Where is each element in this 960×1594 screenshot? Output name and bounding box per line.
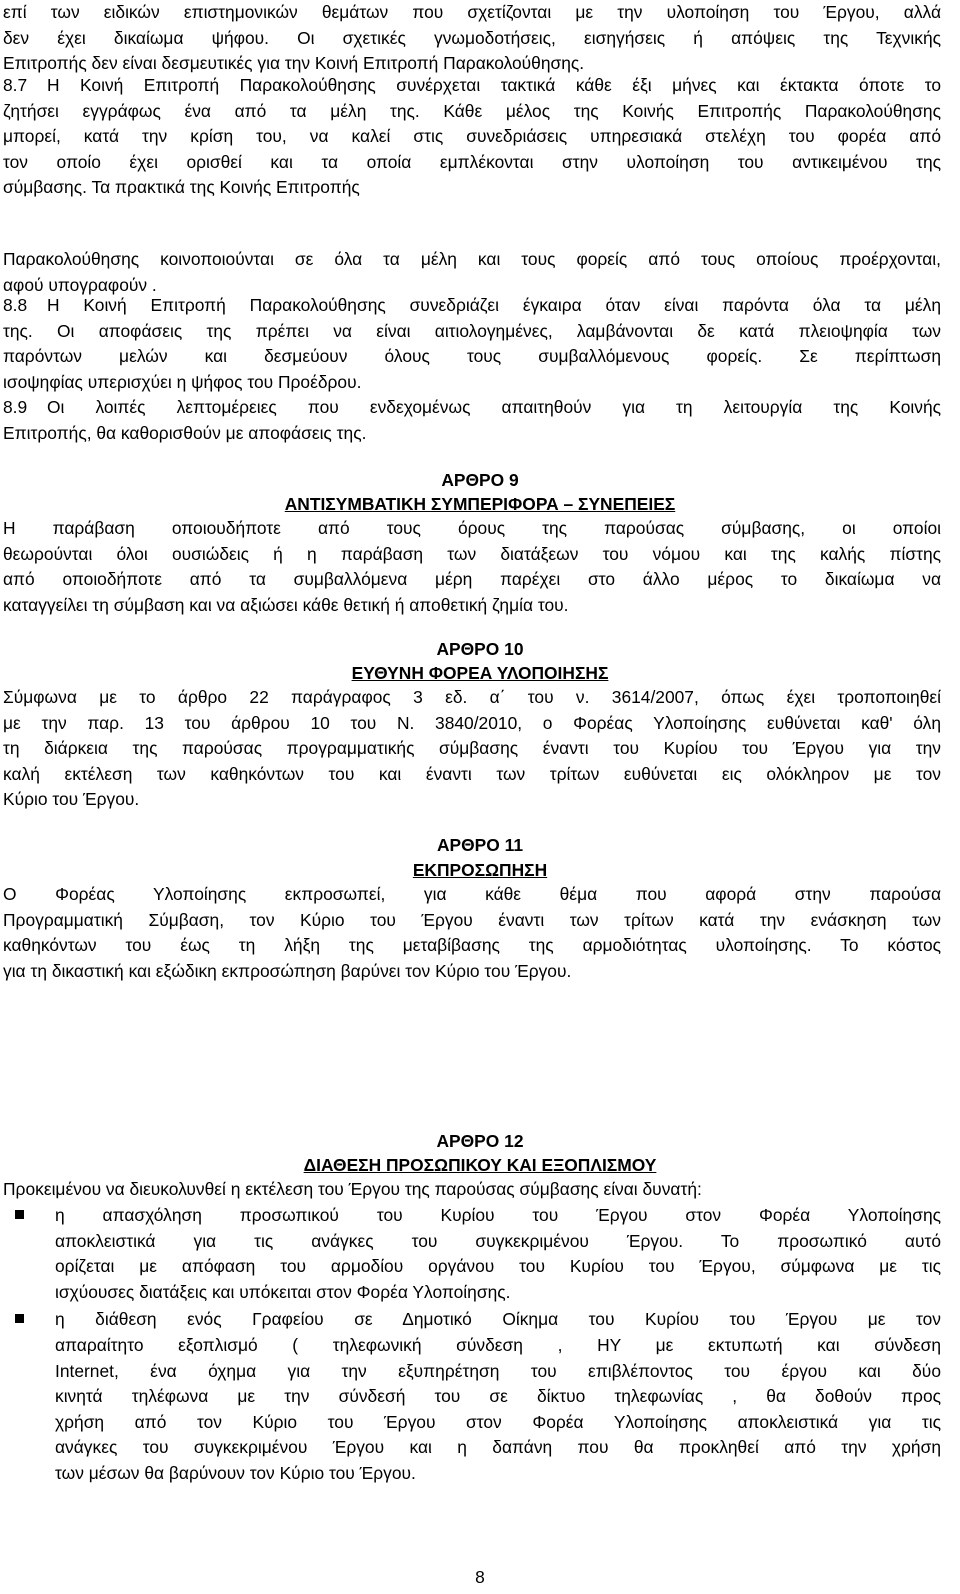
text-line: ανάγκες του συγκεκριμένου Έργου και η δαπάνη που θα προκληθεί από την χρήση — [55, 1437, 941, 1458]
text-line: αποκλειστικά για τις ανάγκες του συγκεκριμένου Έργου. Το προσωπικό αυτό — [55, 1230, 941, 1251]
text-line: Η Κοινή Επιτροπή Παρακολούθησης συνεδριάζει έγκαιρα όταν είναι παρόντα όλα τα μέλη — [47, 295, 941, 315]
text-line: Προκειμένου να διευκολυνθεί η εκτέλεση του Έργου της παρούσας σύμβασης είναι δυνατή: — [3, 1179, 702, 1199]
text-line: ισοψηφίας υπερισχύει η ψήφος του Προέδρου. — [3, 371, 362, 392]
text-line: από οποιοδήποτε από τα συμβαλλόμενα μέρη παρέχει στο άλλο μέρος το δικαίωμα να — [3, 569, 941, 590]
text-line: Επιτροπής, θα καθορισθούν με αποφάσεις της. — [3, 422, 367, 443]
text-line: καλή εκτέλεση των καθηκόντων του και έναντι των τρίτων ευθύνεται εις ολόκληρον με τον — [3, 763, 941, 784]
paragraph-8-7-continued — [3, 247, 941, 298]
square-bullet-icon — [3, 1203, 55, 1305]
paragraph-8-7-body — [3, 99, 941, 201]
text-line: Κύριο του Έργου. — [3, 789, 140, 810]
text-line: Η παράβαση οποιουδήποτε από τους όρους της παρούσας σύμβασης, οι οποίοι — [3, 518, 941, 538]
text-line: παρόντων μελών και δεσμεύουν όλους τους συμβαλλόμενους φορείς. Σε περίπτωση — [3, 346, 941, 367]
article-11-title-text: ΕΚΠΡΟΣΩΠΗΣΗ — [412, 860, 548, 880]
text-line: κινητά τηλέφωνα με την σύνδεσή του σε δίκτυο τηλεφωνίας , θα δοθούν προς — [55, 1386, 941, 1407]
article-10-body — [3, 685, 941, 813]
text-line: ζητήσει εγγράφως ένα από τα μέλη της. Κάθε μέλος της Κοινής Επιτροπής Παρακολούθησης — [3, 100, 941, 121]
text-line: τη διάρκεια της παρούσας προγραμματικής σύμβασης έναντι του Κυρίου του Έργου για την — [3, 738, 941, 759]
paragraph-8-9 — [3, 395, 941, 421]
article-12-bullet-list — [3, 1203, 941, 1487]
article-11-title — [0, 858, 960, 884]
article-12-title — [0, 1153, 960, 1179]
text-line: Προγραμματική Σύμβαση, τον Κύριο του Έργου έναντι των τρίτων κατά την ενάσκηση των — [3, 909, 941, 930]
paragraph-8-8 — [3, 293, 941, 319]
list-item — [3, 1307, 941, 1486]
text-line: η απασχόληση προσωπικού του Κυρίου του Έργου στον Φορέα Υλοποίησης — [55, 1205, 941, 1225]
page-number: 8 — [475, 1567, 485, 1587]
text-line: αφού υπογραφούν . — [3, 274, 157, 295]
text-line: χρήση από τον Κύριο του Έργου στον Φορέα Υλοποίησης αποκλειστικά για τις — [55, 1411, 941, 1432]
article-12-intro — [3, 1177, 941, 1203]
article-9-title — [0, 492, 960, 518]
text-line: καταγγείλει τη σύμβαση και να αξιώσει κάθε θετική ή αποθετική ζημία του. — [3, 594, 569, 615]
article-10-title-text: ΕΥΘΥΝΗ ΦΟΡΕΑ ΥΛΟΠΟΙΗΣΗΣ — [351, 663, 609, 683]
text-line: η διάθεση ενός Γραφείου σε Δημοτικό Οίκημα του Κυρίου του Έργου με τον — [55, 1309, 941, 1330]
text-line: ισχύουσες διατάξεις και υπόκειται στον Φορέα Υλοποίησης. — [55, 1281, 511, 1302]
paragraph-number: 8.8 — [3, 295, 28, 315]
article-9-body — [3, 516, 941, 618]
text-line: ορίζεται με απόφαση του αρμοδίου οργάνου του Κυρίου του Έργου, σύμφωνα με τις — [55, 1256, 941, 1277]
article-12-title-text: ΔΙΑΘΕΣΗ ΠΡΟΣΩΠΙΚΟΥ ΚΑΙ ΕΞΟΠΛΙΣΜΟΥ — [303, 1155, 657, 1175]
article-9-heading: ΑΡΘΡΟ 9 — [441, 470, 519, 490]
text-line: Ο Φορέας Υλοποίησης εκπροσωπεί, για κάθε θέμα που αφορά στην παρούσα — [3, 884, 941, 904]
text-line: δεν έχει δικαίωμα ψήφου. Οι σχετικές γνωμοδοτήσεις, εισηγήσεις ή απόψεις της Τεχνικής — [3, 27, 941, 48]
paragraph-8-7 — [3, 73, 941, 99]
text-line: Επιτροπής δεν είναι δεσμευτικές για την Κοινή Επιτροπή Παρακολούθησης. — [3, 53, 585, 74]
paragraph-8-8-body — [3, 319, 941, 396]
article-11-body — [3, 882, 941, 984]
article-10-heading: ΑΡΘΡΟ 10 — [436, 639, 524, 659]
article-9-title-text: ΑΝΤΙΣΥΜΒΑΤΙΚΗ ΣΥΜΠΕΡΙΦΟΡΑ – ΣΥΝΕΠΕΙΕΣ — [284, 494, 676, 514]
text-line: επί των ειδικών επιστημονικών θεμάτων που σχετίζονται με την υλοποίηση του Έργου, αλλά — [3, 2, 941, 22]
text-line: για τη δικαστική και εξώδικη εκπροσώπηση βαρύνει τον Κύριο του Έργου. — [3, 960, 572, 981]
text-line: τον οποίο έχει ορισθεί και τα οποία εμπλέκονται στην υλοποίηση του αντικειμένου της — [3, 151, 941, 172]
text-line: των μέσων θα βαρύνουν τον Κύριο του Έργου. — [55, 1462, 416, 1483]
text-line: Η Κοινή Επιτροπή Παρακολούθησης συνέρχεται τακτικά κάθε έξι μήνες και έκτακτα όποτε το — [47, 75, 941, 95]
text-line: Σύμφωνα με το άρθρο 22 παράγραφος 3 εδ. α΄ του ν. 3614/2007, όπως έχει τροποποιηθεί — [3, 687, 941, 707]
article-11-heading: ΑΡΘΡΟ 11 — [436, 835, 524, 855]
text-line: Internet, ένα όχημα για την εξυπηρέτηση του επιβλέποντος του έργου και δύο — [55, 1360, 941, 1381]
text-line: Οι λοιπές λεπτομέρειες που ενδεχομένως απαιτηθούν για τη λειτουργία της Κοινής — [47, 397, 941, 417]
paragraph-number: 8.7 — [3, 75, 28, 95]
paragraph-8-9-body — [3, 421, 941, 447]
text-line: καθηκόντων του έως τη λήξη της μεταβίβασης της αρμοδιότητας υλοποίησης. Το κόστος — [3, 935, 941, 956]
text-line: με την παρ. 13 του άρθρου 10 του Ν. 3840/2010, ο Φορέας Υλοποίησης ευθύνεται καθ' όλη — [3, 712, 941, 733]
square-bullet-icon — [3, 1307, 55, 1486]
text-line: μπορεί, κατά την κρίση του, να καλεί στις συνεδριάσεις υπηρεσιακά στελέχη του φορέα από — [3, 126, 941, 147]
article-12-heading: ΑΡΘΡΟ 12 — [436, 1131, 524, 1151]
text-line: σύμβασης. Τα πρακτικά της Κοινής Επιτροπής — [3, 177, 360, 198]
paragraph-continuation — [3, 0, 941, 77]
paragraph-number: 8.9 — [3, 397, 28, 417]
text-line: Παρακολούθησης κοινοποιούνται σε όλα τα μέλη και τους φορείς από τους οποίους προέρχονται, — [3, 249, 941, 269]
list-item — [3, 1203, 941, 1305]
text-line: απαραίτητο εξοπλισμό ( τηλεφωνική σύνδεση , ΗΥ με εκτυπωτή και σύνδεση — [55, 1334, 941, 1355]
text-line: θεωρούνται όλοι ουσιώδεις ή η παράβαση των διατάξεων του νόμου και της καλής πίστης — [3, 543, 941, 564]
article-10-title — [0, 661, 960, 687]
text-line: της. Οι αποφάσεις της πρέπει να είναι αιτιολογημένες, λαμβάνονται δε κατά πλειοψηφία των — [3, 320, 941, 341]
